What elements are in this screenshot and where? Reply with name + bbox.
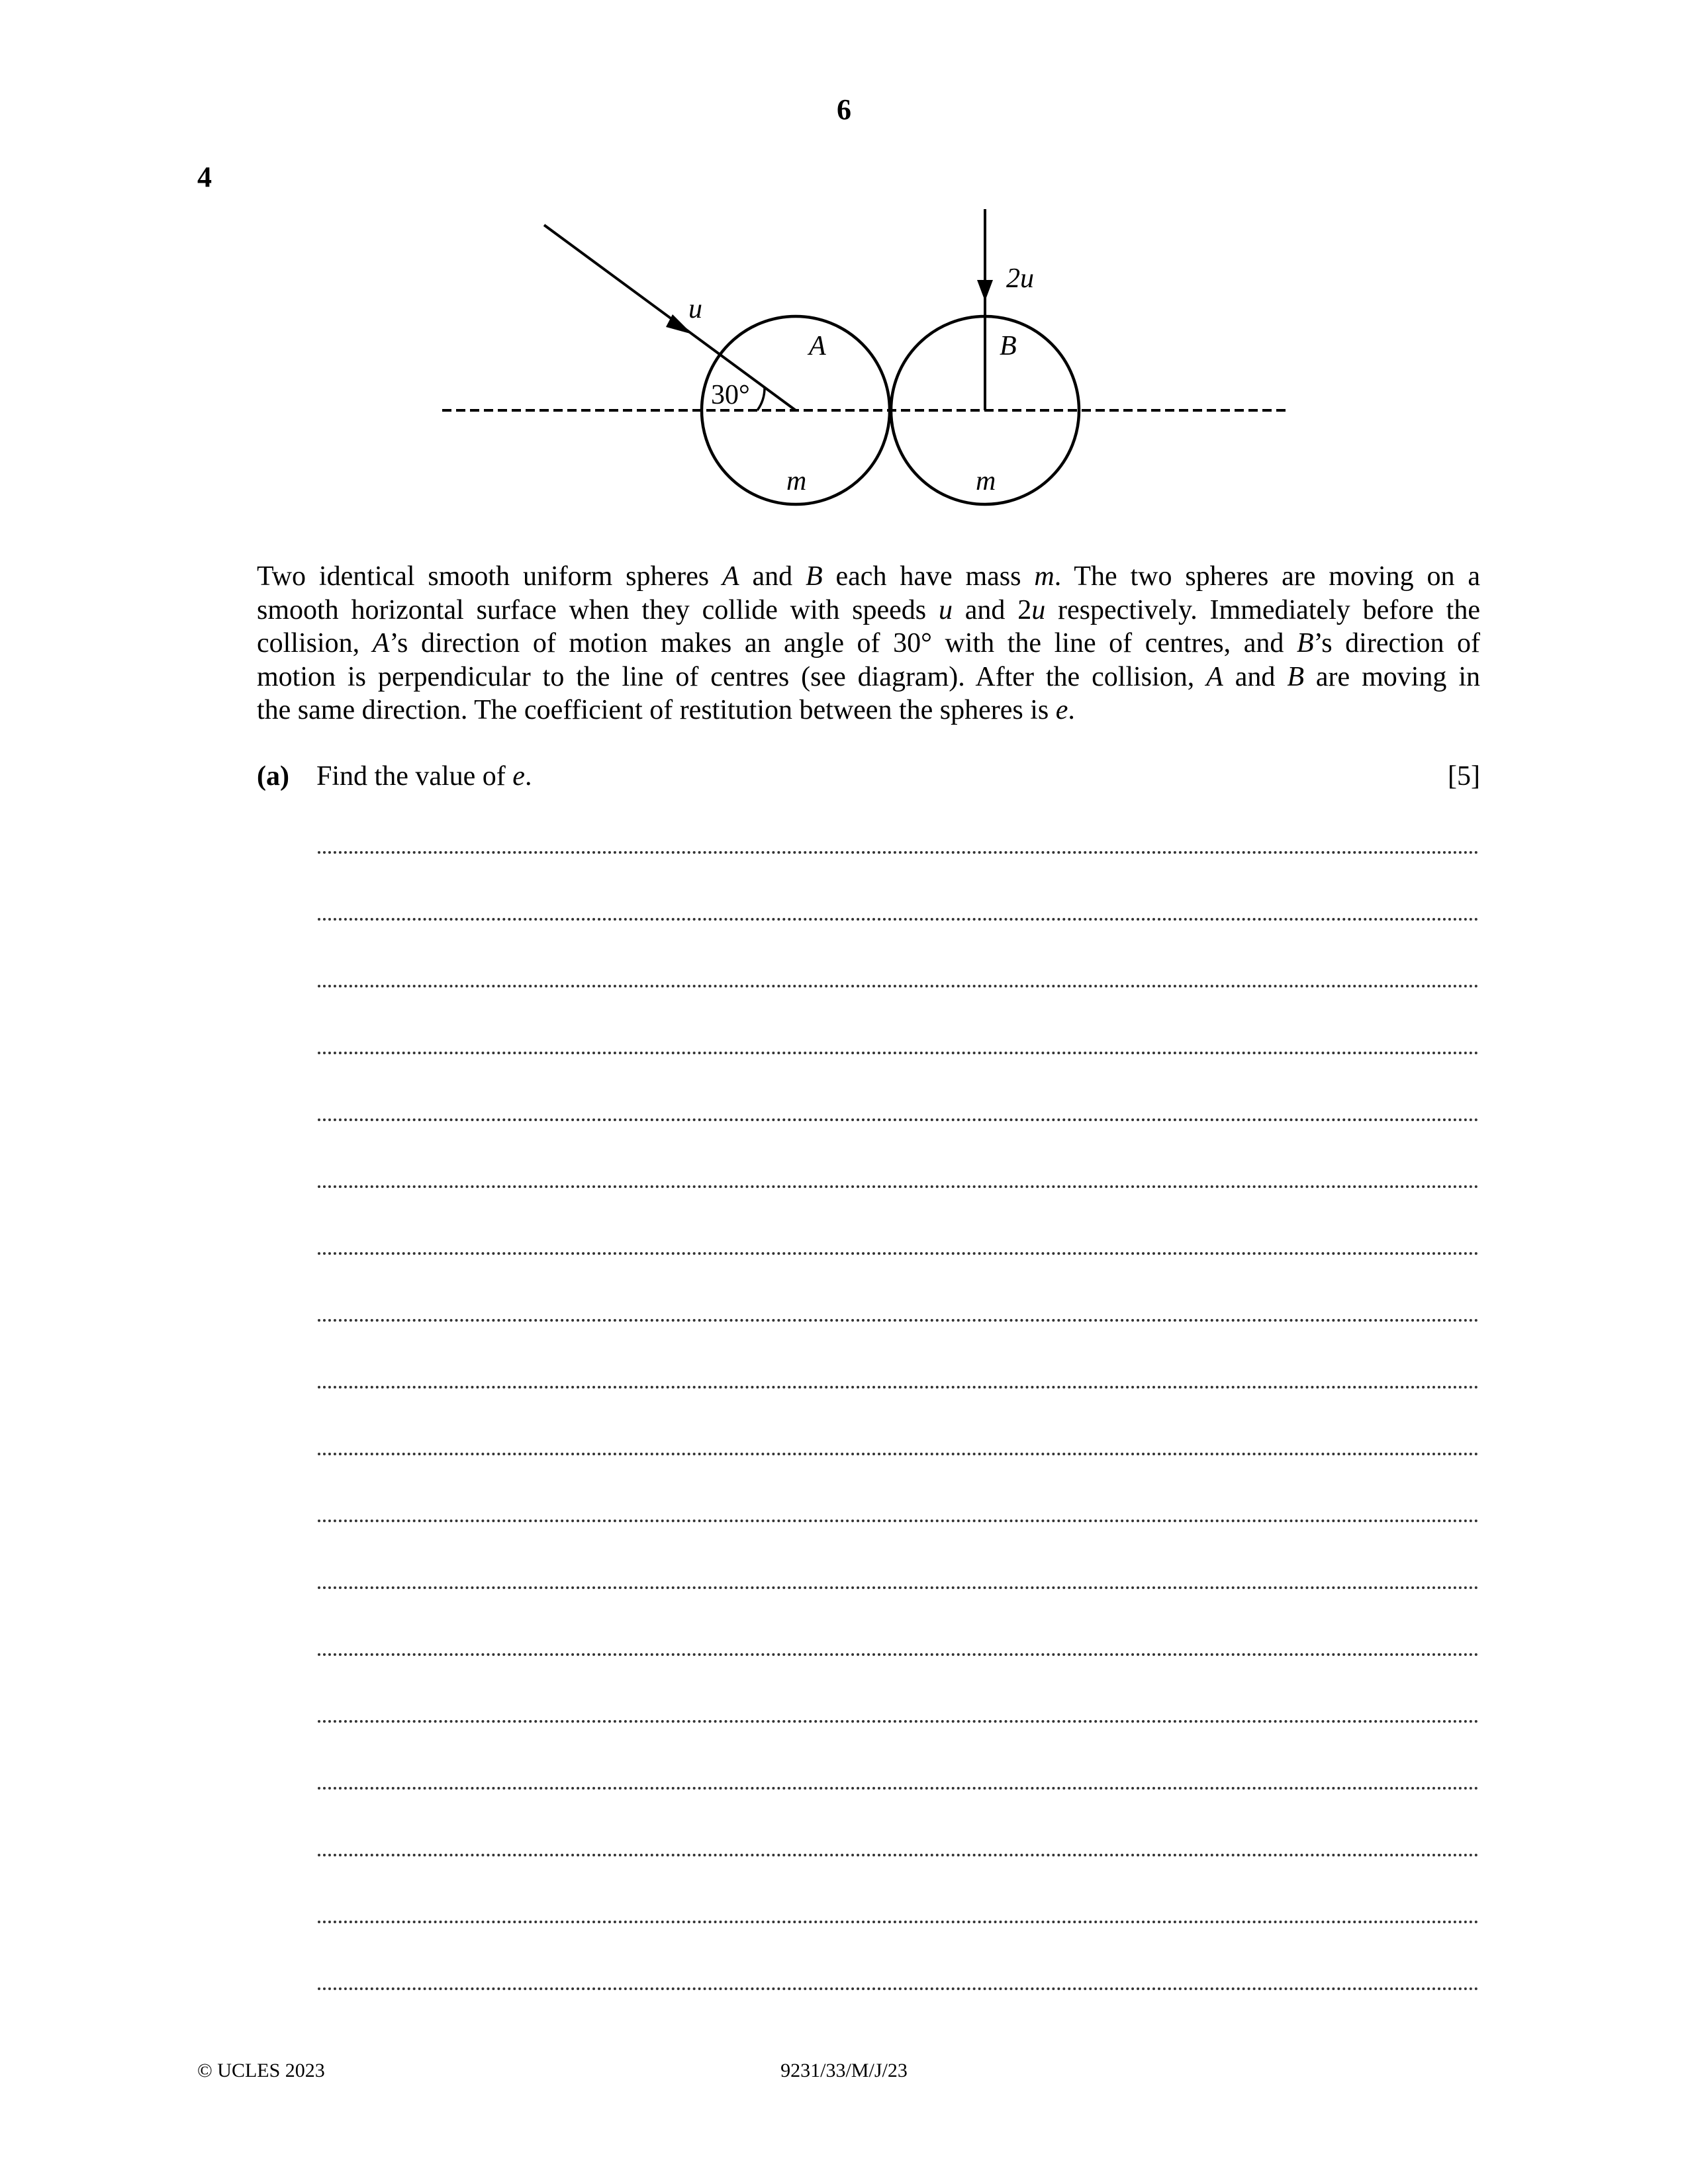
answer-line[interactable]	[318, 894, 1479, 961]
stem-segment: ’s direction of	[1313, 628, 1480, 659]
answer-line[interactable]	[318, 1028, 1479, 1095]
stem-line	[257, 594, 1480, 627]
stem-segment: u	[1031, 594, 1046, 625]
stem-segment: and	[1223, 661, 1288, 692]
angle-arc	[757, 387, 765, 410]
stem-segment: and	[739, 561, 806, 592]
answer-line[interactable]	[318, 1897, 1479, 1964]
question-stem	[257, 560, 1480, 727]
answer-line[interactable]	[318, 1095, 1479, 1161]
stem-segment: smooth horizontal surface when they collide with speeds	[257, 594, 939, 625]
answer-line[interactable]	[318, 1496, 1479, 1563]
part-prompt	[316, 760, 532, 793]
stem-line	[257, 627, 1480, 660]
answer-area[interactable]	[318, 827, 1479, 2030]
stem-segment: and 2	[952, 594, 1032, 625]
answer-line[interactable]	[318, 827, 1479, 894]
stem-segment: are moving in	[1303, 661, 1480, 692]
stem-line	[257, 694, 1480, 727]
velocity-a-line	[544, 225, 796, 410]
stem-line	[257, 560, 1480, 594]
stem-segment: B	[1287, 661, 1304, 692]
stem-line	[257, 660, 1480, 694]
answer-line[interactable]	[318, 1763, 1479, 1830]
answer-line[interactable]	[318, 1429, 1479, 1496]
stem-segment: A	[372, 628, 390, 659]
stem-segment: each have mass	[822, 561, 1035, 592]
collision-diagram	[0, 0, 1688, 529]
velocity-b-arrowhead	[977, 280, 993, 301]
stem-segment: .	[1068, 695, 1075, 725]
answer-line[interactable]	[318, 1362, 1479, 1429]
stem-segment: motion is perpendicular to the line of centres (see diagram). After the collision,	[257, 661, 1207, 692]
angle-label: 30°	[711, 380, 750, 410]
part-label: (a)	[257, 761, 289, 792]
stem-segment: u	[938, 594, 953, 625]
speed-b-label: 2u	[1006, 263, 1034, 294]
sphere-a-label: A	[809, 331, 826, 361]
stem-segment: e	[1055, 695, 1068, 725]
page-number: 6	[837, 93, 851, 126]
mass-b-label: m	[976, 466, 996, 496]
stem-segment: ’s direction of motion makes an angle of 30° with the line of centres, and	[389, 628, 1297, 659]
stem-segment: Two identical smooth uniform spheres	[257, 561, 722, 592]
answer-line[interactable]	[318, 1563, 1479, 1629]
part-marks: [5]	[1448, 761, 1480, 792]
answer-line[interactable]	[318, 1295, 1479, 1362]
stem-segment: A	[722, 561, 739, 592]
part-prompt-text: Find the value of	[316, 761, 513, 792]
part-prompt-end: .	[524, 761, 532, 792]
stem-segment: B	[806, 561, 823, 592]
answer-line[interactable]	[318, 1696, 1479, 1763]
answer-line[interactable]	[318, 1964, 1479, 2030]
mass-a-label: m	[786, 466, 807, 496]
part-prompt-variable: e	[512, 761, 525, 792]
stem-segment: the same direction. The coefficient of restitution between the spheres is	[257, 695, 1056, 725]
stem-segment: . The two spheres are moving on a	[1054, 561, 1481, 592]
sphere-b-label: B	[1000, 331, 1017, 361]
stem-segment: collision,	[257, 628, 373, 659]
answer-line[interactable]	[318, 1629, 1479, 1696]
stem-segment: B	[1296, 628, 1314, 659]
answer-line[interactable]	[318, 1228, 1479, 1295]
stem-segment: m	[1034, 561, 1055, 592]
stem-segment: respectively. Immediately before the	[1045, 594, 1480, 625]
footer-paper-code: 9231/33/M/J/23	[780, 2060, 908, 2081]
stem-segment: A	[1206, 661, 1223, 692]
answer-line[interactable]	[318, 961, 1479, 1028]
speed-a-label: u	[688, 294, 702, 324]
footer-copyright: © UCLES 2023	[197, 2060, 325, 2081]
question-number: 4	[197, 161, 212, 193]
answer-line[interactable]	[318, 1830, 1479, 1897]
answer-line[interactable]	[318, 1161, 1479, 1228]
